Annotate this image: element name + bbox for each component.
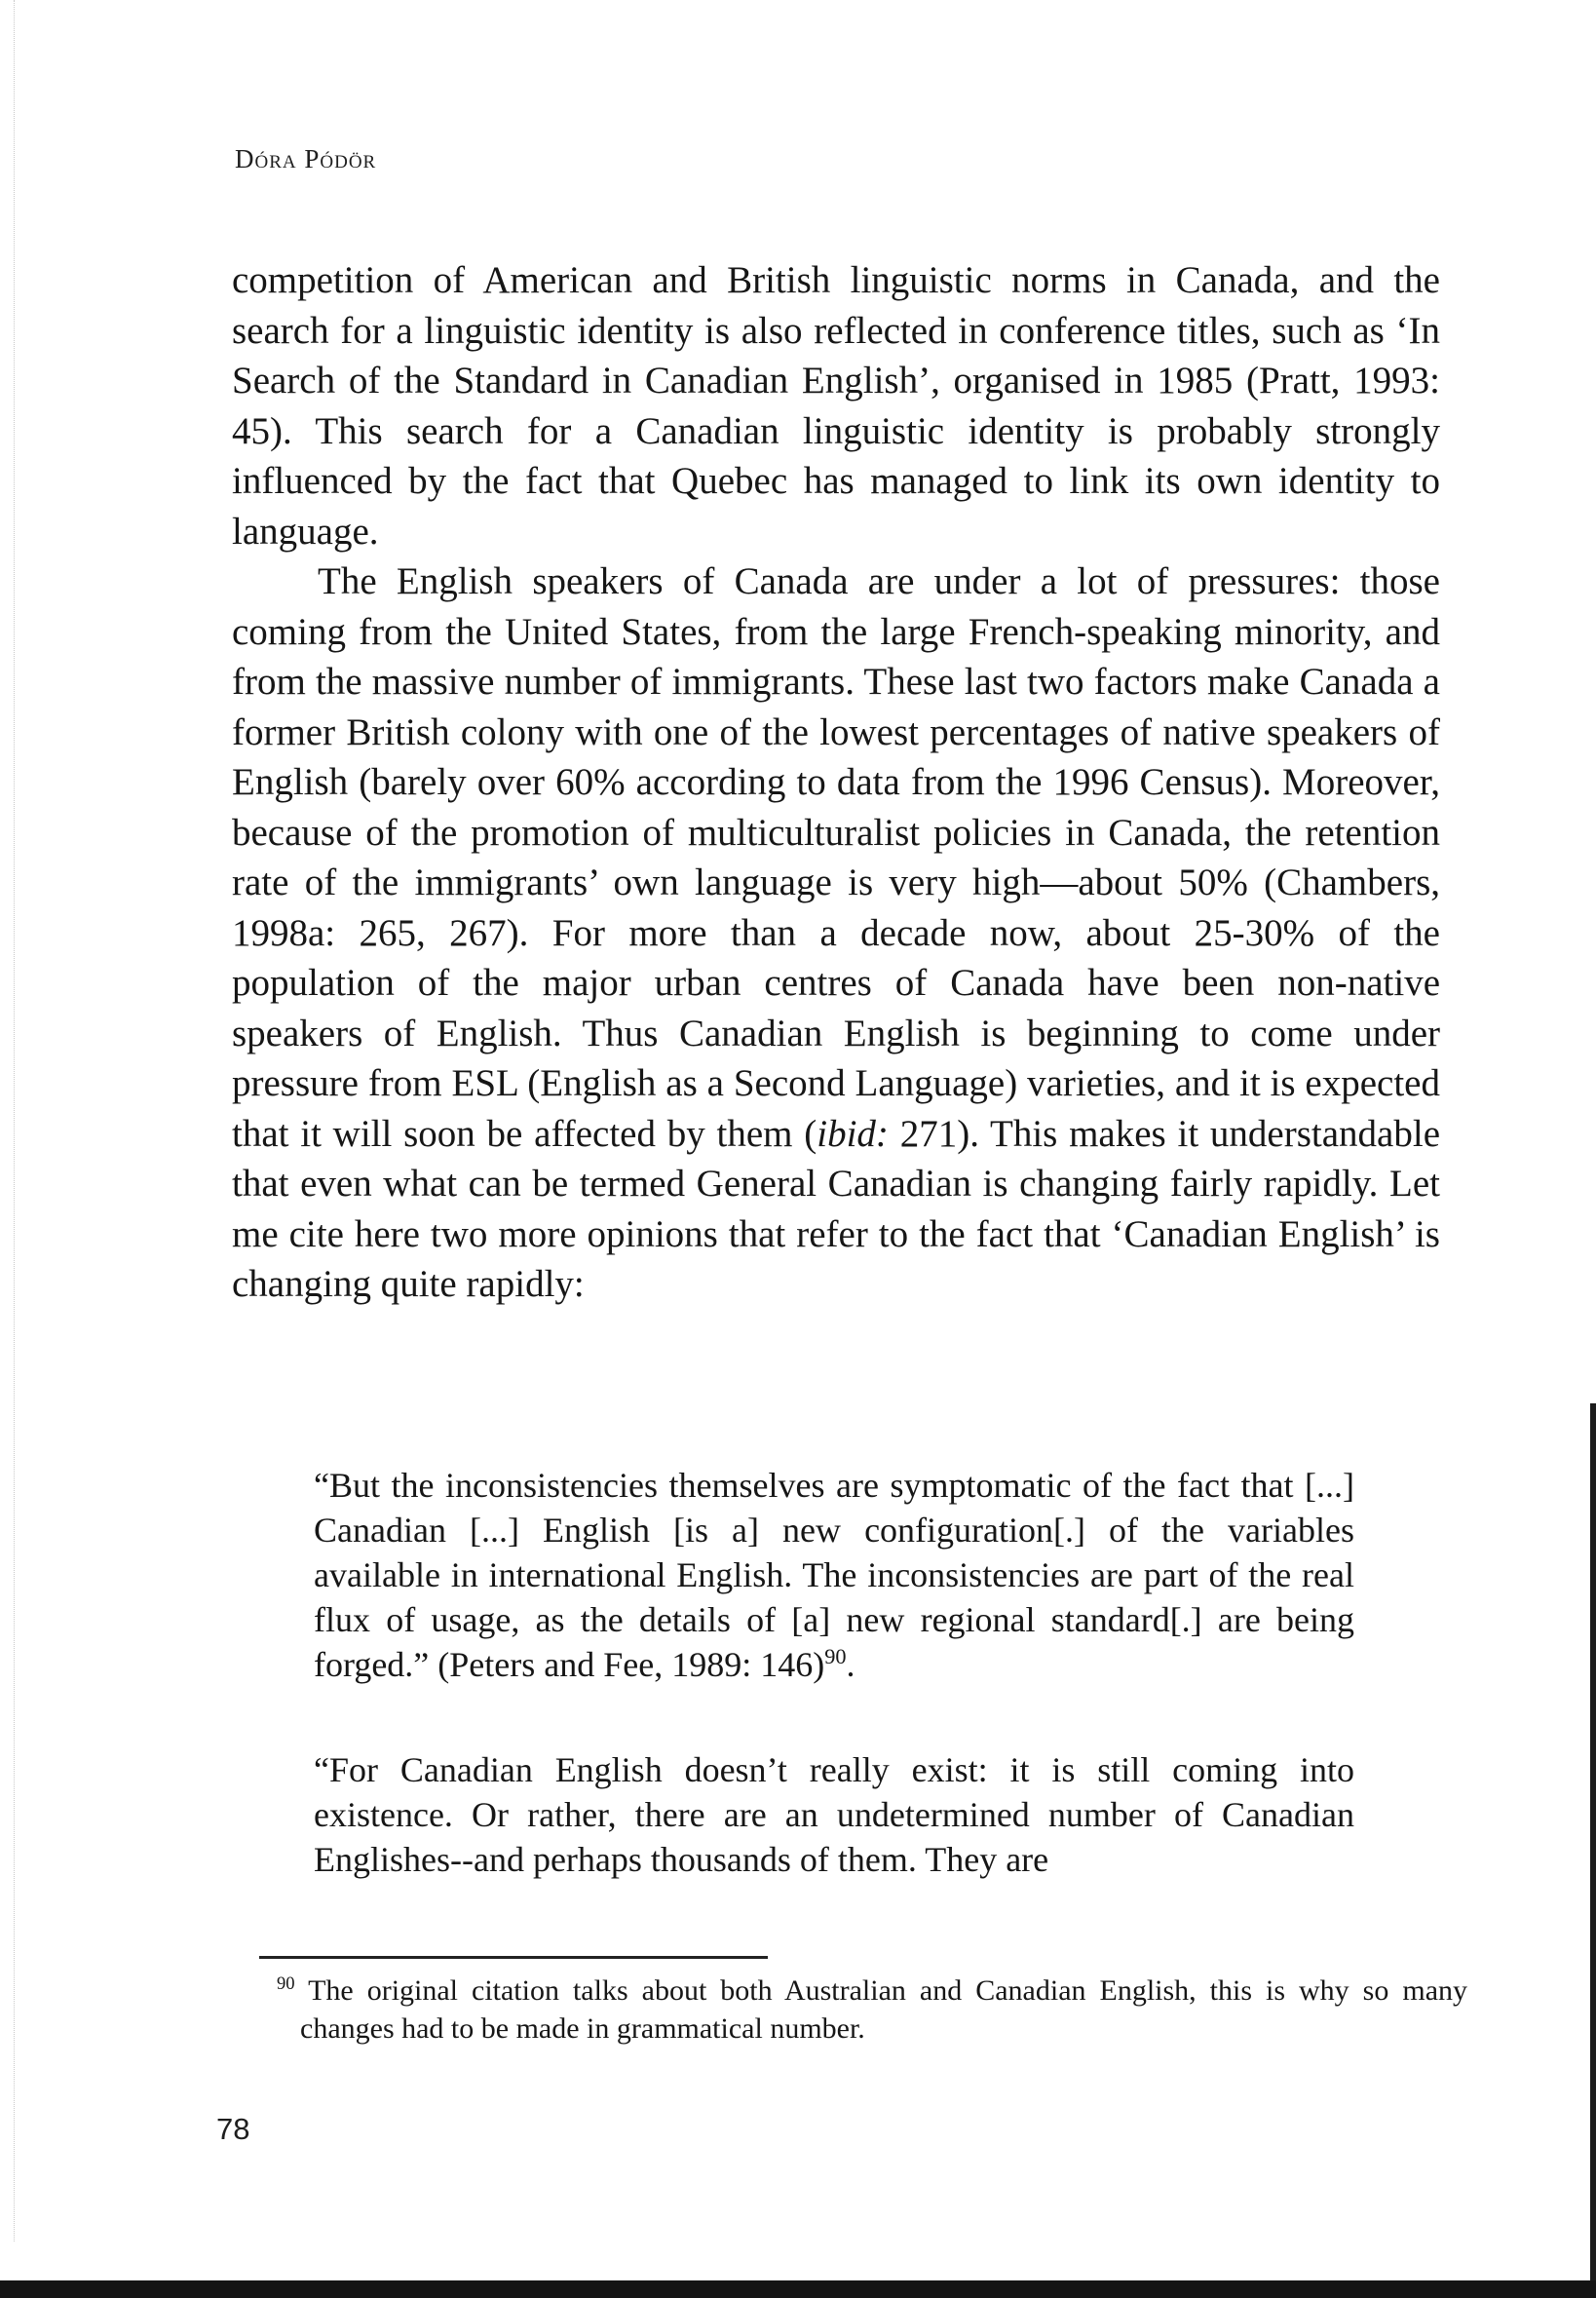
scan-left-edge bbox=[0, 0, 15, 2241]
paragraph-2-text: The English speakers of Canada are under a lot of pressures: those coming from the United States, from the large French-speaking minority, and from the massive number of immigrants. These last two factors make Canada a former British colony with one of the lowest percentages of native speakers of English (barely over 60% according to data from the 1996 Census). Moreover, because of the promotion of multiculturalist policies in Canada, the retention rate of the immigrants’ own language is very high—about 50% (Chambers, 1998a: 265, 267). For more than a decade now, about 25-30% of the population of the major urban centres of Canada have been non-native speakers of English. Thus Canadian English is beginning to come under pressure from ESL (English as a Second Language) varieties, and it is expected that it will soon be affected by them bbox=[232, 560, 1440, 1155]
quote-1-end: . bbox=[846, 1645, 855, 1684]
paragraph-2: The English speakers of Canada are under a lot of pressures: those coming from the United States, from the large French-speaking minority, and from the massive number of immigrants. These last two factors make Canada a former British colony with one of the lowest percentages of native speakers of English (barely over 60% according to data from the 1996 Census). Moreover, because of the promotion of multiculturalist policies in Canada, the retention rate of the immigrants’ own language is very high—about 50% (Chambers, 1998a: 265, 267). For more than a decade now, about 25-30% of the population of the major urban centres of Canada have been non-native speakers of English. Thus Canadian English is beginning to come under pressure from ESL (English as a Second Language) varieties, and it is expected that it will soon be affected by them (ibid: 271). This makes it understandable that even what can be termed General Canadian is changing fairly rapidly. Let me cite here two more opinions that refer to the fact that ‘Canadian English’ is changing quite rapidly: bbox=[232, 560, 1441, 1305]
footnote-marker: 90 bbox=[277, 1973, 295, 1994]
footnote-text: The original citation talks about both Australian and Canadian English, this is why so many changes had to be made in grammatical number. bbox=[300, 1974, 1468, 2045]
scan-right-edge bbox=[1590, 1403, 1596, 2298]
block-quote-2: “For Canadian English doesn’t really exist: it is still coming into existence. Or rather, there are an undetermined number of Canadian Englishes--and perhaps thousands of them. They are bbox=[314, 1750, 1354, 1879]
body-text bbox=[232, 255, 1440, 1310]
scan-bottom-edge bbox=[0, 2280, 1596, 2298]
footnote-reference: 90 bbox=[824, 1644, 847, 1668]
footnote bbox=[277, 1972, 1467, 2048]
running-header: Dóra Pódör bbox=[235, 144, 377, 173]
ibid-italic: ibid: bbox=[817, 1112, 889, 1155]
paragraph-2-end: 271). This makes it understandable that even what can be termed General Canadian is changing fairly rapidly. Let me cite here two more opinions that refer to the fact that ‘Canadian English’ is changing quite rapidly: bbox=[232, 1112, 1441, 1305]
footnote-divider bbox=[259, 1956, 768, 1959]
paragraph-1: competition of American and British linguistic norms in Canada, and the search for a linguistic identity is also reflected in conference titles, such as ‘In Search of the Standard in Canadian English’, organised in 1985 (Pratt, 1993: 45). This search for a Canadian linguistic identity is probably strongly influenced by the fact that Quebec has managed to link its own identity to language. bbox=[232, 259, 1440, 553]
page-number: 78 bbox=[216, 2112, 250, 2146]
block-quote-1 bbox=[314, 1463, 1354, 1687]
quote-1-text: “But the inconsistencies themselves are symptomatic of the fact that [...] Canadian [...] English [is a] new configuration[.] of the variables available in international English. The inconsistencies are part of the real flux of usage, as the details of [a] new regional standard[.] are being forged.” (Peters and Fee, 1989: 146) bbox=[314, 1466, 1354, 1684]
